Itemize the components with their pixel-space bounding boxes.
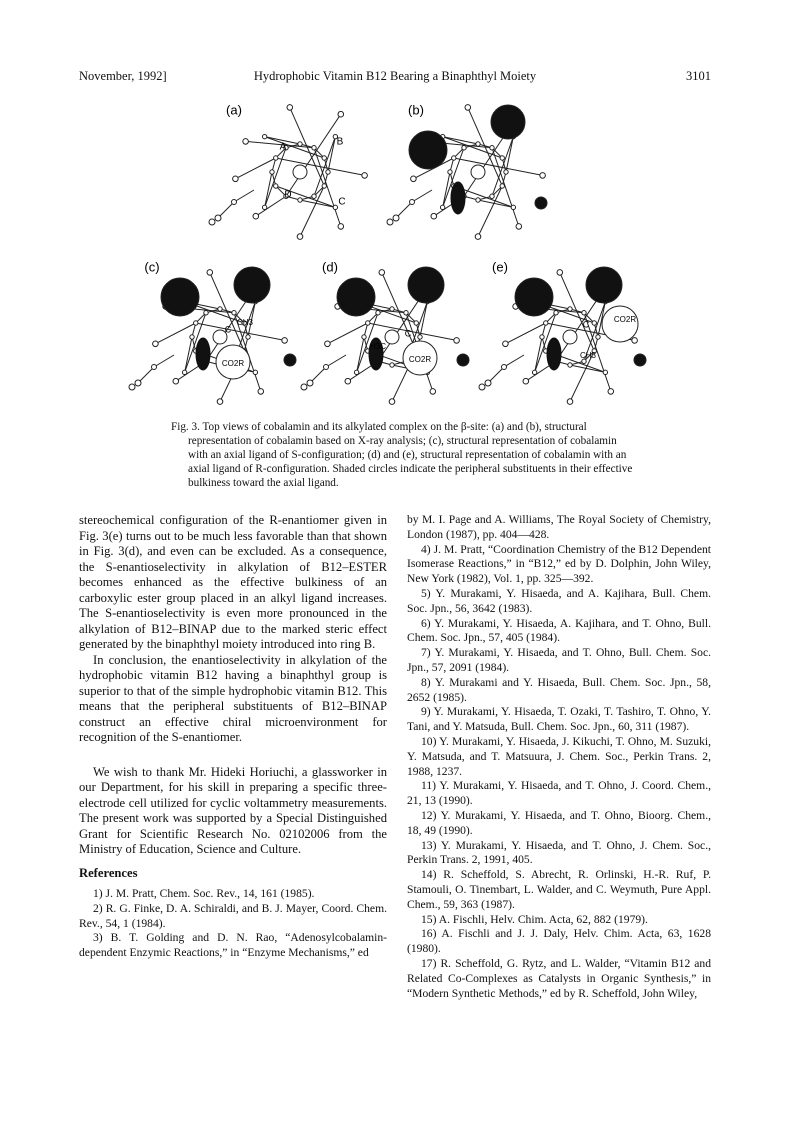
atom (274, 156, 278, 160)
atom (246, 335, 250, 339)
atom (152, 365, 157, 370)
atom (207, 270, 213, 276)
page-number: 3101 (686, 69, 711, 83)
bond-line (478, 186, 502, 237)
caption-text: Fig. 3. Top views of cobalamin and its alkylated complex on the β-site: (a) and (b), structural representation of cobalamin based on X-ray analysis; (c), structural representation of cobalamin with an axial ligand of S-configuration; (d) and (e), structural representation of cobalamin with an axial ligand of R-configuration. Shaded circles indicate the peripheral substituents in their effective bulkiness toward the axial ligand. (171, 421, 633, 489)
atom (262, 205, 266, 209)
reference-item: by M. I. Page and A. Williams, The Royal Society of Chemistry, London (1987), pp. 404—428. (407, 513, 711, 541)
atom (322, 156, 326, 160)
atom (232, 200, 237, 205)
atom (297, 234, 303, 240)
panel-label: (b) (408, 102, 424, 118)
atom (287, 105, 293, 111)
atom (596, 335, 600, 339)
atom (274, 184, 278, 188)
ring-label: D (284, 189, 292, 201)
bond-line (326, 355, 346, 367)
reference-item: 13) Y. Murakami, Y. Hisaeda, and T. Ohno, J. Chem. Soc., Perkin Trans. 2, 1991, 405. (407, 838, 711, 867)
atom (557, 270, 563, 276)
reference-item: 9) Y. Murakami, Y. Hisaeda, T. Ozaki, T. Tashiro, T. Ohno, Y. Tani, and Y. Matsuda, Bull. Chem. Soc. Jpn., 60, 311 (1987). (407, 705, 711, 734)
atom (393, 215, 399, 221)
shaded-substituent (586, 267, 622, 303)
shaded-substituent (457, 354, 469, 366)
atom-label: C (224, 324, 232, 335)
atom-label: CO2R (613, 315, 637, 325)
atom (243, 139, 249, 145)
atom (465, 105, 471, 111)
atom (173, 378, 179, 384)
atom (511, 205, 515, 209)
atom-label: C (582, 319, 590, 330)
panel-label: (c) (144, 259, 160, 275)
reference-item: 1) J. M. Pratt, Chem. Soc. Rev., 14, 161 (1985). (93, 887, 315, 900)
atom (540, 335, 544, 339)
atom (312, 146, 316, 150)
shaded-substituent (547, 338, 561, 370)
atom (476, 142, 480, 146)
reference-item: 17) R. Scheffold, G. Rytz, and L. Walder, “Vitamin B12 and Related Co-Complexes as Catalysts in Organic Synthesis,” in “Modern Synthetic Methods,” ed by R. Scheffold, John Wiley, (407, 956, 711, 1000)
atom (516, 224, 522, 230)
atom (452, 156, 456, 160)
atom (390, 307, 394, 311)
atom (270, 170, 274, 174)
shaded-substituent (337, 278, 375, 316)
bond-line (412, 190, 432, 202)
atom (253, 213, 259, 219)
reference-item: 6) Y. Murakami, Y. Hisaeda, A. Kajihara, and T. Ohno, Bull. Chem. Soc. Jpn., 57, 405 (1984). (407, 616, 711, 645)
shaded-substituent (451, 182, 465, 214)
atom (298, 198, 302, 202)
shaded-substituent (409, 131, 447, 169)
atom-label: CH3 (579, 351, 597, 361)
references-heading: References (79, 865, 138, 880)
atom (301, 384, 307, 390)
atom (324, 365, 329, 370)
acknowledgment: We wish to thank Mr. Hideki Horiuchi, a glassworker in our Department, for his skill in preparing a specific three-electrode cell utilized for cyclic voltammetry measurements. The present work was supported by a Special Distinguished Grant for Scientific Research No. 02102006 from the Ministry of Education, Science and Culture. (79, 764, 387, 856)
reference-item: 10) Y. Murakami, Y. Hisaeda, J. Kikuchi, T. Ohno, M. Suzuki, Y. Matsuda, and T. Matsuura, J. Chem. Soc., Perkin Trans. 2, 1988, 1237. (407, 734, 711, 778)
atom (500, 184, 504, 188)
atom (479, 384, 485, 390)
atom (448, 170, 452, 174)
atom (233, 176, 239, 182)
atom (182, 370, 186, 374)
atom (333, 205, 337, 209)
atom (568, 363, 572, 367)
atom (325, 341, 331, 347)
atom (608, 389, 614, 395)
reference-item: 4) J. M. Pratt, “Coordination Chemistry of the B12 Dependent Isomerase Reactions,” in “B12,” ed by D. Dolphin, John Wiley, New York (1982), Vol. 1, pp. 325—392. (407, 542, 711, 586)
atom-label: H3C (369, 342, 387, 352)
paragraph-2: In conclusion, the enantioselectivity in alkylation of the hydrophobic vitamin B12 having a binaphthyl group is superior to that of the simple hydrophobic vitamin B12. This means that the peripheral substituents of B12–BINAP construct an effective chiral microenvironment for recognition of the S-enantiomer. (79, 652, 387, 744)
atom (204, 311, 208, 315)
atom (485, 380, 491, 386)
atom (540, 173, 546, 179)
left-column (79, 513, 387, 961)
atom (418, 335, 422, 339)
atom (366, 321, 370, 325)
atom (475, 234, 481, 240)
atom (307, 380, 313, 386)
atom (232, 311, 236, 315)
reference-item: 14) R. Scheffold, S. Abrecht, R. Orlinski, H.-R. Ruf, P. Stamouli, O. Tinembart, L. Walder, and C. Weymuth, Pure Appl. Chem., 59, 363 (1987). (407, 868, 711, 911)
atom (354, 370, 358, 374)
atom-label: C (404, 328, 412, 339)
shaded-substituent (535, 197, 547, 209)
reference-item: 11) Y. Murakami, Y. Hisaeda, and T. Ohno, J. Coord. Chem., 21, 13 (1990). (407, 779, 711, 808)
atom (322, 184, 326, 188)
atom (217, 399, 223, 405)
atom (532, 370, 536, 374)
figure-caption (171, 420, 637, 490)
reference-item: 8) Y. Murakami and Y. Hisaeda, Bull. Chem. Soc. Jpn., 58, 2652 (1985). (407, 675, 711, 704)
atom (490, 194, 494, 198)
bond-line (504, 355, 524, 367)
atom (293, 165, 307, 179)
atom-label: CH3 (236, 318, 254, 328)
atom (490, 146, 494, 150)
atom (568, 307, 572, 311)
atom (209, 219, 215, 225)
bond-line (234, 190, 254, 202)
atom (338, 111, 344, 117)
bond-line (154, 355, 174, 367)
atom (603, 370, 607, 374)
atom (502, 365, 507, 370)
atom (454, 338, 460, 344)
shaded-substituent (161, 278, 199, 316)
atom (379, 270, 385, 276)
atom (362, 173, 368, 179)
atom-label: CO2R (221, 359, 245, 369)
atom (430, 389, 436, 395)
atom (253, 370, 257, 374)
panel-label: (e) (492, 259, 508, 275)
atom (462, 146, 466, 150)
paragraph-1: stereochemical configuration of the R-enantiomer given in Fig. 3(e) turns out to be much less favorable than that shown in Fig. 3(d), and even can be excluded. As a consequence, the S-enantioselectivity in alkylation of B12–ESTER becomes enhanced as the effective bulkiness of an carboxylic ester group placed in an alkyl ligand increases. The S-enantioselectivity is even more pronounced in the alkylation of B12–BINAP due to the marked steric effect generated by the binaphthyl moiety introduced into ring B. (79, 513, 387, 651)
right-column (407, 513, 711, 1001)
atom-label: CO2R (408, 355, 432, 365)
shaded-substituent (234, 267, 270, 303)
atom (338, 224, 344, 230)
atom (404, 311, 408, 315)
header-date: November, 1992] (79, 69, 167, 83)
atom (194, 321, 198, 325)
atom (376, 311, 380, 315)
panel-label: (d) (322, 259, 338, 275)
atom (563, 330, 577, 344)
atom (258, 389, 264, 395)
reference-item: 3) B. T. Golding and D. N. Rao, “Adenosylcobalamin-dependent Enzymic Reactions,” in “Enzyme Mechanisms,” ed (79, 931, 387, 960)
shaded-substituent (408, 267, 444, 303)
atom (218, 307, 222, 311)
atom (504, 170, 508, 174)
atom (567, 399, 573, 405)
figure-3 (120, 92, 680, 412)
bond-line (327, 323, 367, 344)
shaded-substituent (284, 354, 296, 366)
reference-item: 15) A. Fischli, Helv. Chim. Acta, 62, 882 (1979). (421, 912, 648, 926)
bond-line (155, 323, 195, 344)
atom (129, 384, 135, 390)
atom (135, 380, 141, 386)
atom (190, 335, 194, 339)
bond-line (505, 323, 545, 344)
atom (592, 321, 596, 325)
reference-item: 2) R. G. Finke, D. A. Schiraldi, and B. J. Mayer, Coord. Chem. Rev., 54, 1 (1984). (79, 901, 387, 930)
bond-line (256, 196, 286, 216)
atom (632, 338, 638, 344)
atom (153, 341, 159, 347)
atom (523, 378, 529, 384)
atom (282, 338, 288, 344)
atom (554, 311, 558, 315)
atom (362, 335, 366, 339)
atom (440, 205, 444, 209)
atom (471, 165, 485, 179)
bond-line (235, 158, 275, 179)
reference-item: 7) Y. Murakami, Y. Hisaeda, and T. Ohno, Bull. Chem. Soc. Jpn., 57, 2091 (1984). (407, 646, 711, 674)
ring-label: C (338, 196, 346, 208)
ring-label: A (279, 141, 287, 153)
atom (414, 321, 418, 325)
atom (387, 219, 393, 225)
atom (582, 311, 586, 315)
atom (476, 198, 480, 202)
atom (389, 399, 395, 405)
shaded-substituent (634, 354, 646, 366)
atom (503, 341, 509, 347)
atom (385, 330, 399, 344)
panel-label: (a) (226, 102, 242, 118)
header-title: Hydrophobic Vitamin B12 Bearing a Binaphthyl Moiety (253, 69, 537, 83)
atom (312, 194, 316, 198)
atom (410, 200, 415, 205)
bond-line (300, 186, 324, 237)
bond-line (286, 114, 341, 196)
shaded-substituent (491, 105, 525, 139)
shaded-substituent (515, 278, 553, 316)
atom (345, 378, 351, 384)
atom (326, 170, 330, 174)
atom (262, 134, 266, 138)
atom (431, 213, 437, 219)
reference-item: 5) Y. Murakami, Y. Hisaeda, and A. Kajihara, Bull. Chem. Soc. Jpn., 56, 3642 (1983). (407, 586, 711, 615)
atom (390, 363, 394, 367)
atom (298, 142, 302, 146)
atom (500, 156, 504, 160)
reference-item: 16) A. Fischli and J. J. Daly, Helv. Chim. Acta, 63, 1628 (1980). (407, 927, 711, 956)
atom (544, 321, 548, 325)
shaded-substituent (196, 338, 210, 370)
ring-label: B (336, 136, 344, 148)
reference-item: 12) Y. Murakami, Y. Hisaeda, and T. Ohno, Bioorg. Chem., 18, 49 (1990). (407, 808, 711, 837)
atom (215, 215, 221, 221)
atom (411, 176, 417, 182)
